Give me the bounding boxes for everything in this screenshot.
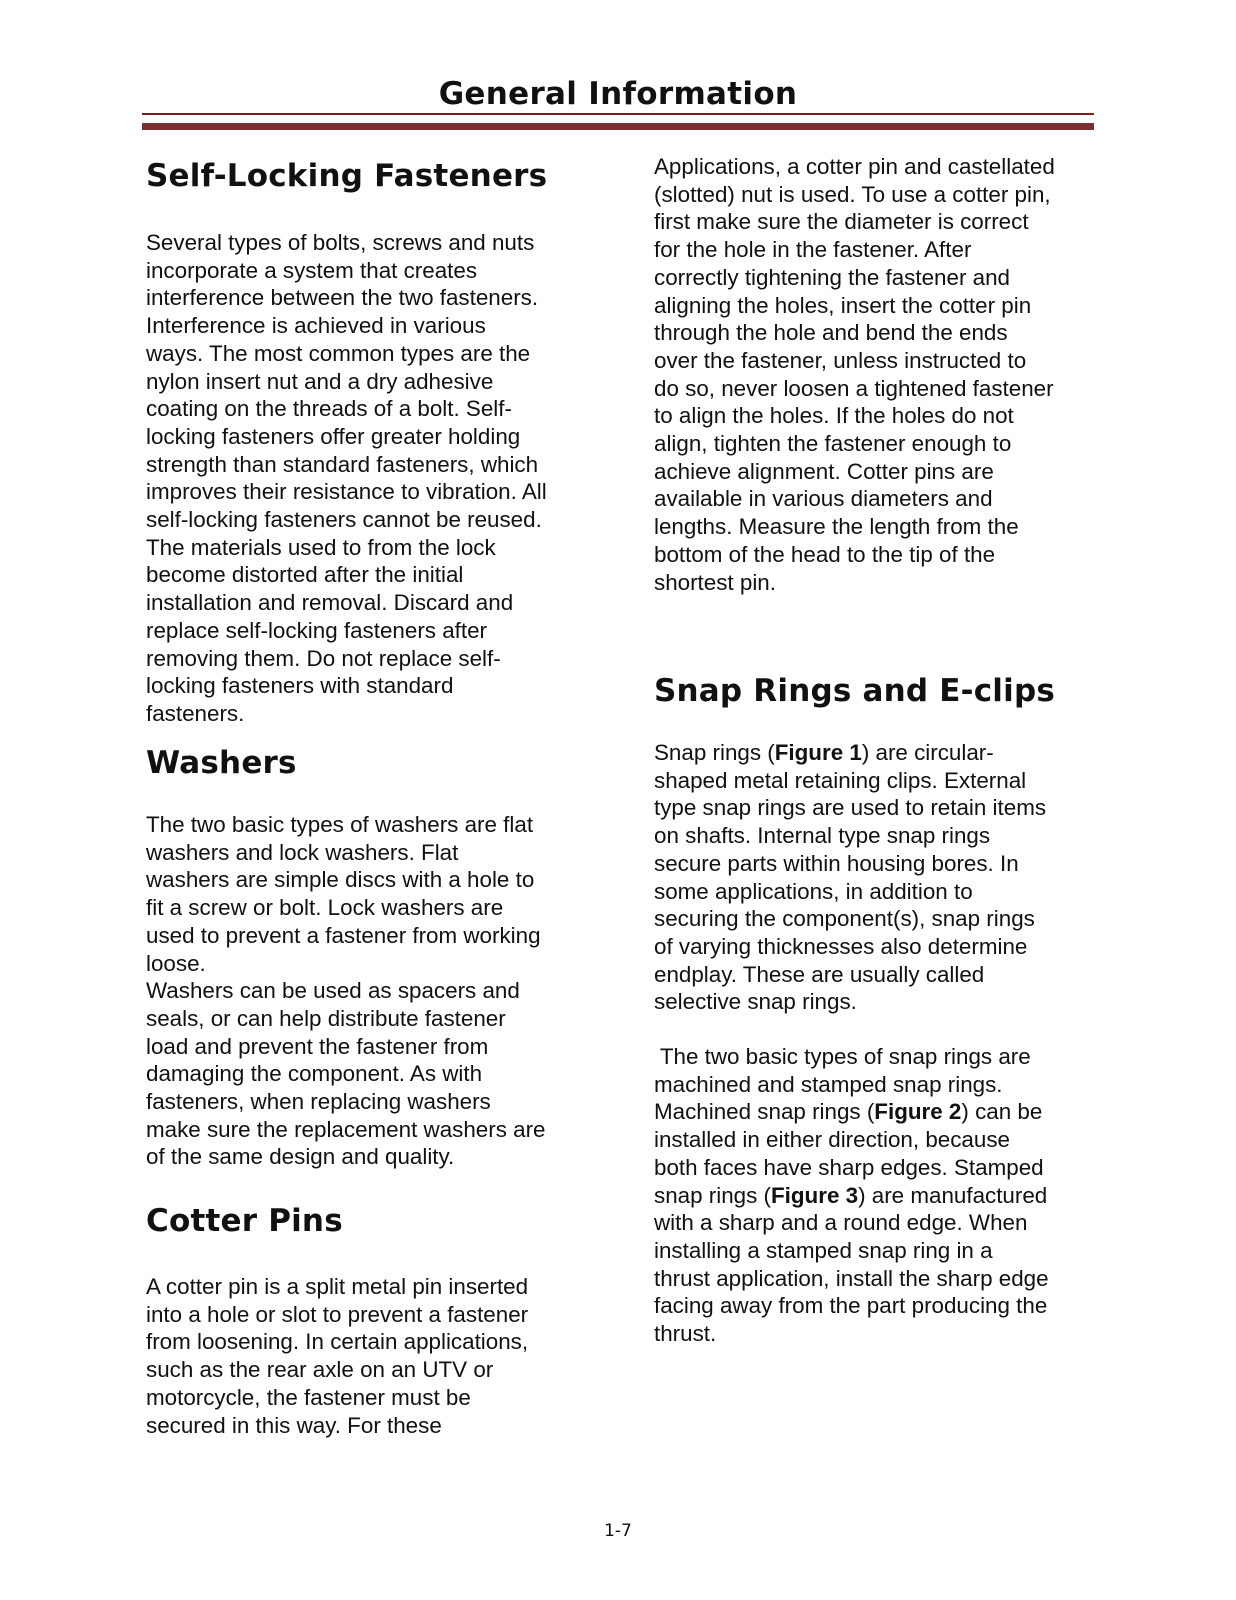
text-line: fasteners.: [146, 700, 245, 726]
text-line: locking fasteners offer greater holding: [146, 423, 521, 449]
text-line: first make sure the diameter is correct: [654, 209, 1029, 235]
text-line: shaped metal retaining clips. External: [654, 767, 1027, 793]
text-line: incorporate a system that creates: [146, 257, 478, 283]
text-line: motorcycle, the fastener must be: [146, 1384, 471, 1410]
text-line: available in various diameters and: [654, 486, 993, 512]
text-line: Snap rings (Figure 1) are circular-: [654, 740, 994, 765]
text-line: lengths. Measure the length from the: [654, 514, 1019, 540]
text-line: snap rings (Figure 3) are manufactured: [654, 1182, 1048, 1208]
text-line: bottom of the head to the tip of the: [654, 541, 996, 567]
header-rule-thick: [142, 123, 1094, 130]
text-line: secure parts within housing bores. In: [654, 850, 1019, 876]
text-line: shortest pin.: [654, 569, 776, 595]
text-line: thrust.: [654, 1321, 717, 1347]
text-line: correctly tightening the fastener and: [654, 264, 1010, 290]
text-line: of the same design and quality.: [146, 1144, 455, 1170]
page-title: General Information: [438, 76, 798, 112]
text-line: some applications, in addition to: [654, 878, 973, 904]
text-line: washers and lock washers. Flat: [146, 839, 459, 865]
text-line: of varying thicknesses also determine: [654, 933, 1028, 959]
text-line: Washers can be used as spacers and: [146, 978, 520, 1004]
text-line: installed in either direction, because: [654, 1127, 1010, 1153]
text-line: do so, never loosen a tightened fastener: [654, 375, 1054, 401]
header-rule-thin: [142, 113, 1094, 115]
text-line: Interference is achieved in various: [146, 313, 486, 339]
text-line: over the fastener, unless instructed to: [654, 347, 1027, 373]
snap-rings-paragraph-2: [654, 1043, 1094, 1348]
text-line: through the hole and bend the ends: [654, 320, 1008, 346]
text-line: both faces have sharp edges. Stamped: [654, 1154, 1044, 1180]
text-line: The two basic types of snap rings are: [654, 1044, 1031, 1069]
text-line: securing the component(s), snap rings: [654, 906, 1035, 932]
section-heading-cotter-pins: Cotter Pins: [146, 1203, 343, 1239]
text-line: nylon insert nut and a dry adhesive: [146, 368, 494, 394]
text-line: A cotter pin is a split metal pin inserted: [146, 1274, 529, 1299]
text-line: installation and removal. Discard and: [146, 590, 514, 616]
text-line: Several types of bolts, screws and nuts: [146, 230, 535, 255]
text-line: such as the rear axle on an UTV or: [146, 1357, 494, 1383]
text-line: coating on the threads of a bolt. Self-: [146, 396, 512, 422]
text-line: achieve alignment. Cotter pins are: [654, 458, 994, 484]
text-line: (slotted) nut is used. To use a cotter pin,: [654, 181, 1051, 207]
snap-rings-paragraph-1: [654, 739, 1094, 1016]
text-line: load and prevent the fastener from: [146, 1033, 489, 1059]
cotter-pins-paragraph: [146, 1273, 586, 1439]
cotter-pins-continued-paragraph: [654, 153, 1094, 596]
text-line: Machined snap rings (Figure 2) can be: [654, 1099, 1043, 1125]
text-line: into a hole or slot to prevent a fastener: [146, 1301, 529, 1327]
figure-reference: Figure 3: [770, 1182, 859, 1208]
text-line: selective snap rings.: [654, 989, 857, 1015]
text-line: removing them. Do not replace self-: [146, 645, 501, 671]
text-line: strength than standard fasteners, which: [146, 451, 539, 477]
text-line: loose.: [146, 950, 206, 976]
text-line: for the hole in the fastener. After: [654, 237, 972, 263]
text-line: type snap rings are used to retain items: [654, 795, 1047, 821]
text-line: self-locking fasteners cannot be reused.: [146, 507, 542, 533]
text-line: from loosening. In certain applications,: [146, 1329, 529, 1355]
section-heading-self-locking-fasteners: Self-Locking Fasteners: [146, 158, 548, 194]
text-line: fit a screw or bolt. Lock washers are: [146, 895, 504, 921]
text-line: secured in this way. For these: [146, 1412, 442, 1438]
text-line: improves their resistance to vibration. All: [146, 479, 547, 505]
self-locking-paragraph: [146, 229, 586, 728]
text-line: align, tighten the fastener enough to: [654, 431, 1012, 457]
text-line: ways. The most common types are the: [146, 340, 531, 366]
section-heading-snap-rings: Snap Rings and E-clips: [654, 673, 1055, 709]
text-line: replace self-locking fasteners after: [146, 617, 487, 643]
text-line: washers are simple discs with a hole to: [146, 867, 535, 893]
text-line: installing a stamped snap ring in a: [654, 1237, 993, 1263]
washers-paragraph: [146, 811, 586, 1171]
text-line: Applications, a cotter pin and castellated: [654, 154, 1055, 179]
section-heading-washers: Washers: [146, 745, 297, 781]
text-line: make sure the replacement washers are: [146, 1116, 546, 1142]
text-line: The materials used to from the lock: [146, 534, 496, 560]
text-line: machined and stamped snap rings.: [654, 1071, 1003, 1097]
text-line: aligning the holes, insert the cotter pin: [654, 292, 1032, 318]
text-line: to align the holes. If the holes do not: [654, 403, 1014, 429]
text-line: fasteners, when replacing washers: [146, 1089, 491, 1115]
figure-reference: Figure 1: [774, 740, 862, 765]
text-line: facing away from the part producing the: [654, 1293, 1048, 1319]
text-line: locking fasteners with standard: [146, 673, 454, 699]
figure-reference: Figure 2: [874, 1099, 962, 1125]
text-line: become distorted after the initial: [146, 562, 464, 588]
text-line: interference between the two fasteners.: [146, 285, 539, 311]
text-line: The two basic types of washers are flat: [146, 812, 534, 837]
text-line: thrust application, install the sharp edge: [654, 1265, 1049, 1291]
text-line: with a sharp and a round edge. When: [654, 1210, 1028, 1236]
text-line: used to prevent a fastener from working: [146, 922, 541, 948]
text-line: on shafts. Internal type snap rings: [654, 823, 991, 849]
text-line: seals, or can help distribute fastener: [146, 1005, 506, 1031]
text-line: damaging the component. As with: [146, 1061, 483, 1087]
text-line: endplay. These are usually called: [654, 961, 985, 987]
page-number: 1-7: [604, 1521, 632, 1541]
